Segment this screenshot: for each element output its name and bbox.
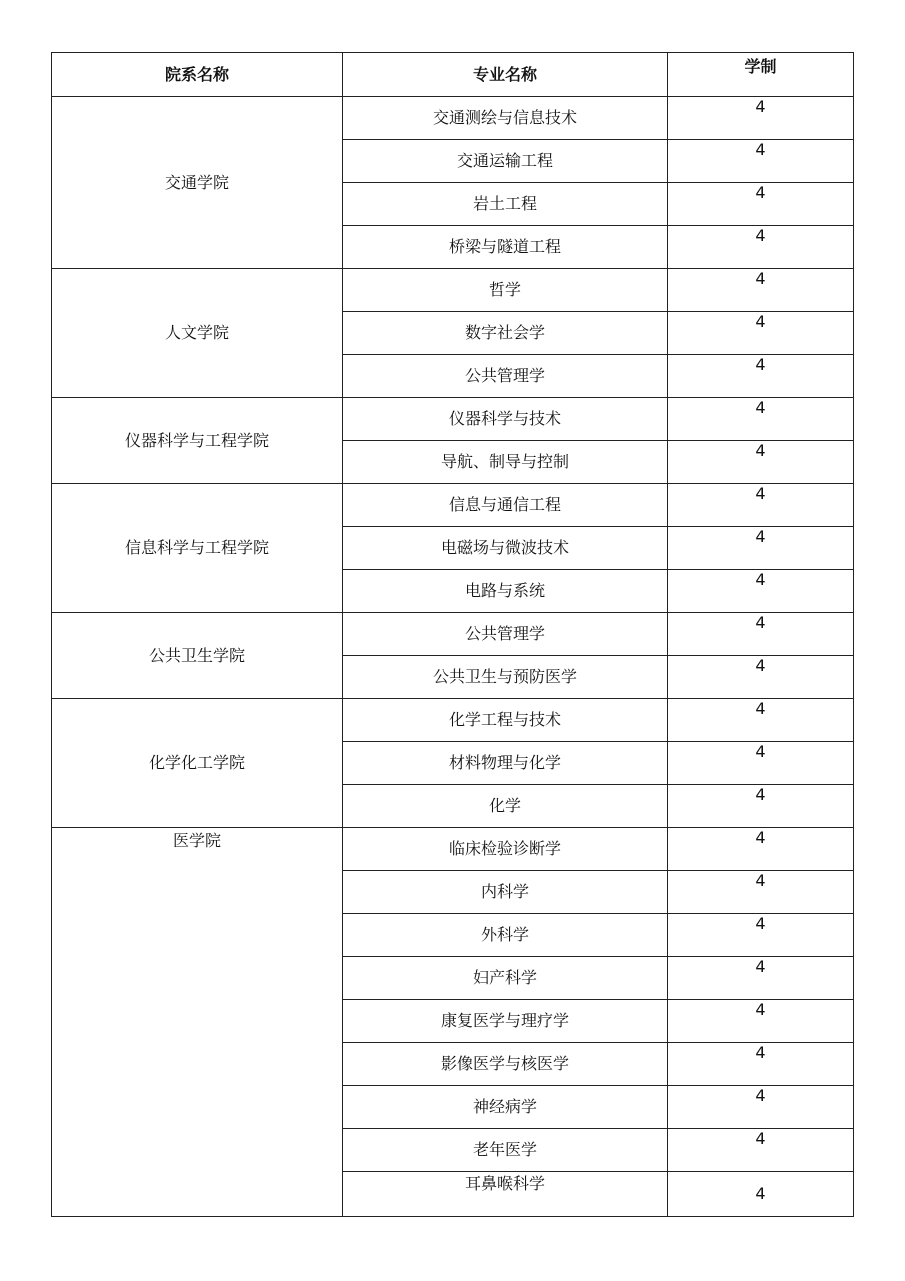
years-cell: 4 xyxy=(668,527,854,570)
majors-table xyxy=(51,52,854,1217)
years-cell: 4 xyxy=(668,828,854,871)
major-cell: 公共管理学 xyxy=(343,613,668,656)
major-cell: 影像医学与核医学 xyxy=(343,1043,668,1086)
years-cell: 4 xyxy=(668,742,854,785)
department-cell: 公共卫生学院 xyxy=(52,613,343,699)
years-cell: 4 xyxy=(668,785,854,828)
major-cell: 临床检验诊断学 xyxy=(343,828,668,871)
header-row xyxy=(52,53,854,97)
years-cell: 4 xyxy=(668,1172,854,1217)
years-cell: 4 xyxy=(668,183,854,226)
years-cell: 4 xyxy=(668,1129,854,1172)
department-cell: 信息科学与工程学院 xyxy=(52,484,343,613)
years-cell: 4 xyxy=(668,97,854,140)
major-cell: 电路与系统 xyxy=(343,570,668,613)
years-cell: 4 xyxy=(668,269,854,312)
header-major: 专业名称 xyxy=(343,53,668,97)
major-cell: 哲学 xyxy=(343,269,668,312)
table-row xyxy=(52,97,854,140)
major-cell: 内科学 xyxy=(343,871,668,914)
major-cell: 化学工程与技术 xyxy=(343,699,668,742)
years-cell: 4 xyxy=(668,140,854,183)
department-cell: 仪器科学与工程学院 xyxy=(52,398,343,484)
table-row xyxy=(52,699,854,742)
years-cell: 4 xyxy=(668,1000,854,1043)
years-cell: 4 xyxy=(668,1086,854,1129)
table-row xyxy=(52,828,854,871)
department-cell: 医学院 xyxy=(52,828,343,1217)
major-cell: 导航、制导与控制 xyxy=(343,441,668,484)
major-cell: 妇产科学 xyxy=(343,957,668,1000)
major-cell: 老年医学 xyxy=(343,1129,668,1172)
major-cell: 耳鼻喉科学 xyxy=(343,1172,668,1217)
years-cell: 4 xyxy=(668,226,854,269)
major-cell: 交通测绘与信息技术 xyxy=(343,97,668,140)
major-cell: 桥梁与隧道工程 xyxy=(343,226,668,269)
major-cell: 交通运输工程 xyxy=(343,140,668,183)
table-row xyxy=(52,269,854,312)
years-cell: 4 xyxy=(668,957,854,1000)
major-cell: 化学 xyxy=(343,785,668,828)
years-cell: 4 xyxy=(668,914,854,957)
major-cell: 外科学 xyxy=(343,914,668,957)
years-cell: 4 xyxy=(668,871,854,914)
major-cell: 公共卫生与预防医学 xyxy=(343,656,668,699)
department-cell: 化学化工学院 xyxy=(52,699,343,828)
department-cell: 交通学院 xyxy=(52,97,343,269)
years-cell: 4 xyxy=(668,398,854,441)
major-cell: 公共管理学 xyxy=(343,355,668,398)
header-years: 学制 xyxy=(668,53,854,97)
years-cell: 4 xyxy=(668,656,854,699)
major-cell: 康复医学与理疗学 xyxy=(343,1000,668,1043)
years-cell: 4 xyxy=(668,355,854,398)
department-cell: 人文学院 xyxy=(52,269,343,398)
major-cell: 材料物理与化学 xyxy=(343,742,668,785)
table-body xyxy=(52,97,854,1217)
table-row xyxy=(52,398,854,441)
years-cell: 4 xyxy=(668,484,854,527)
years-cell: 4 xyxy=(668,613,854,656)
table-row xyxy=(52,484,854,527)
major-cell: 电磁场与微波技术 xyxy=(343,527,668,570)
years-cell: 4 xyxy=(668,699,854,742)
major-cell: 数字社会学 xyxy=(343,312,668,355)
years-cell: 4 xyxy=(668,441,854,484)
table-row xyxy=(52,613,854,656)
header-department: 院系名称 xyxy=(52,53,343,97)
years-cell: 4 xyxy=(668,1043,854,1086)
major-cell: 岩土工程 xyxy=(343,183,668,226)
major-cell: 仪器科学与技术 xyxy=(343,398,668,441)
major-cell: 神经病学 xyxy=(343,1086,668,1129)
years-cell: 4 xyxy=(668,570,854,613)
years-cell: 4 xyxy=(668,312,854,355)
major-cell: 信息与通信工程 xyxy=(343,484,668,527)
